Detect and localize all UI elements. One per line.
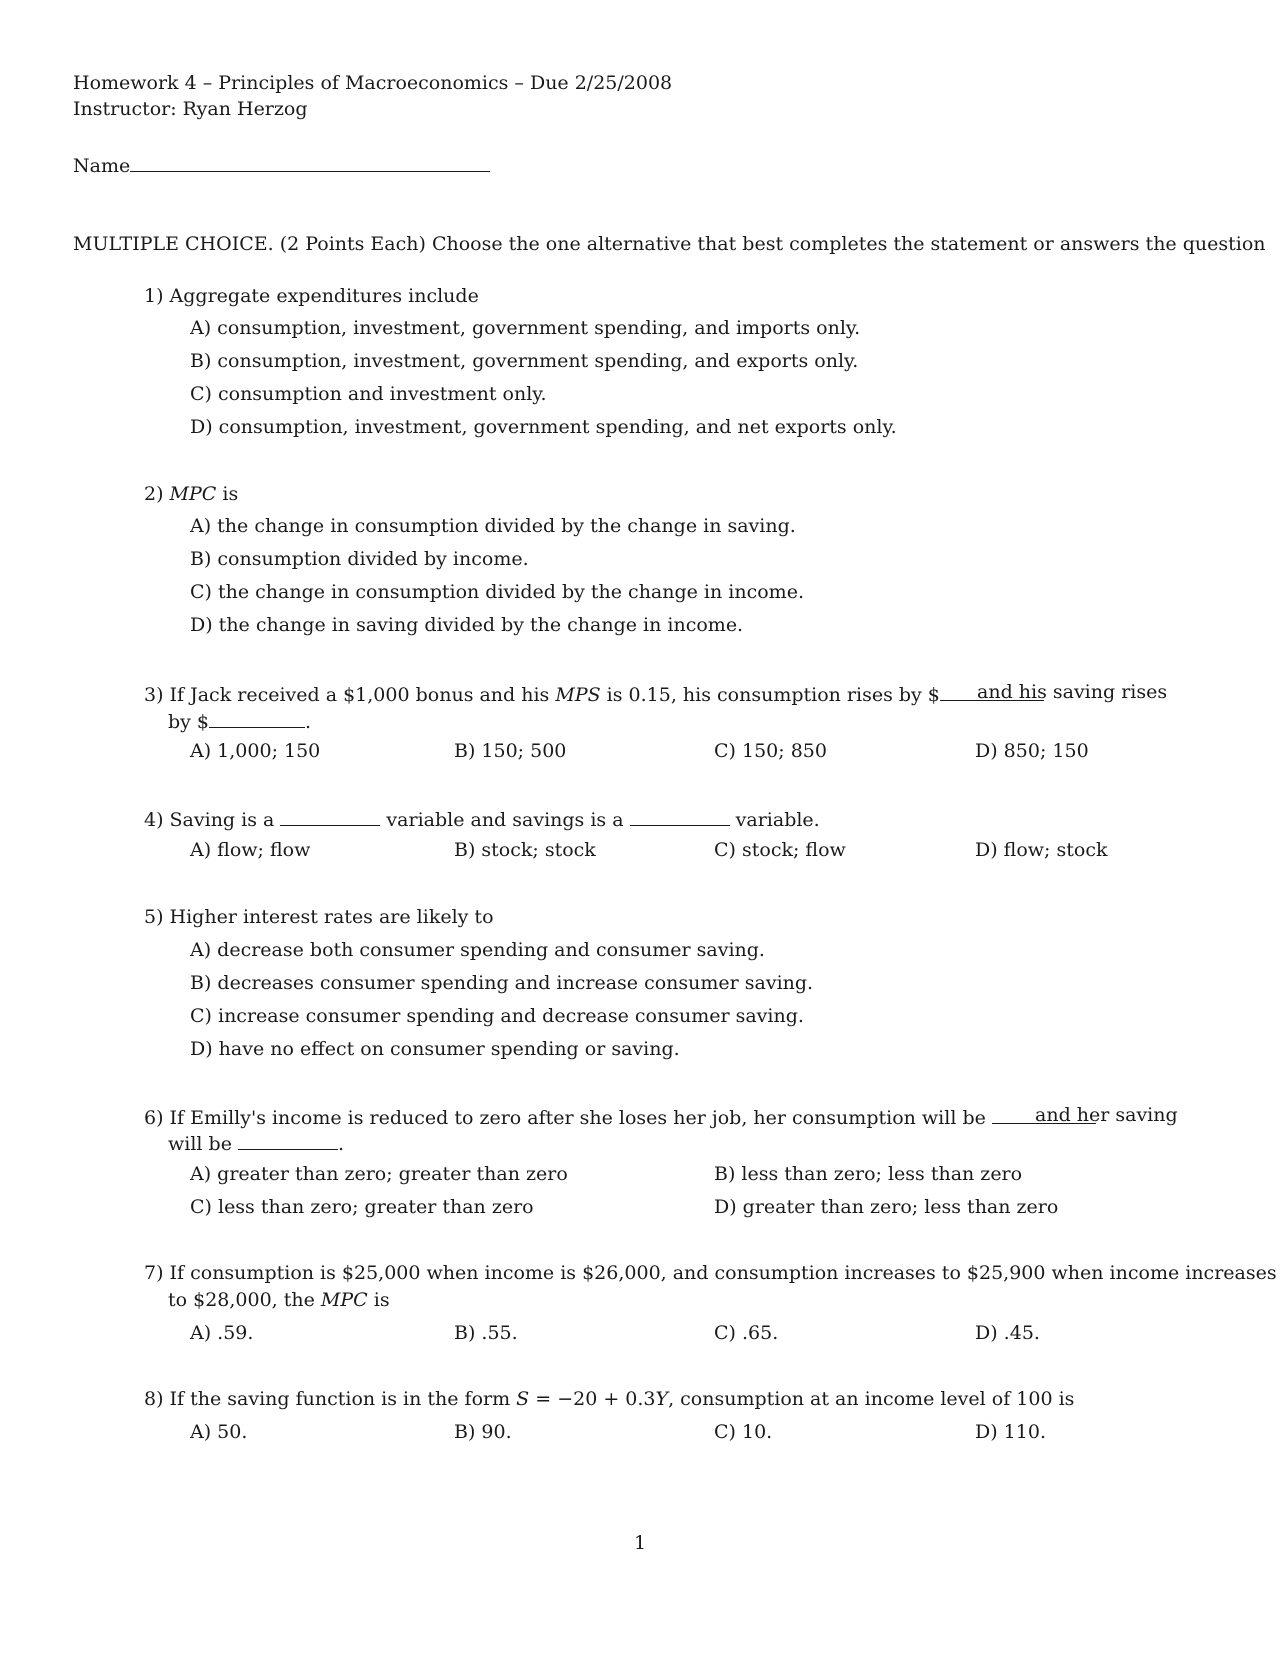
stem-text: 4) Saving is a <box>144 809 275 831</box>
stem-text: 8) If the saving function is in the form <box>144 1388 517 1410</box>
question-2-option-d: D) the change in saving divided by the change in income. <box>190 614 744 636</box>
stem-text: is 0.15, his consumption rises by $ <box>600 684 940 706</box>
question-7-stem-line2 <box>168 1289 390 1312</box>
page-number: 1 <box>633 1532 647 1554</box>
question-2-option-a: A) the change in consumption divided by the change in saving. <box>190 515 796 537</box>
question-5-option-a: A) decrease both consumer spending and consumer saving. <box>190 939 765 961</box>
question-4-option-b: B) stock; stock <box>454 839 596 861</box>
question-3-option-d: D) 850; 150 <box>975 740 1089 762</box>
question-1-stem: 1) Aggregate expenditures include <box>144 285 479 307</box>
stem-text: 3) If Jack received a $1,000 bonus and his <box>144 684 556 706</box>
answer-blank <box>630 806 730 826</box>
question-3-option-a: A) 1,000; 150 <box>190 740 321 762</box>
question-7-option-d: D) .45. <box>975 1322 1040 1344</box>
question-6-option-a: A) greater than zero; greater than zero <box>190 1163 568 1185</box>
question-2-stem <box>144 483 238 506</box>
question-8-option-d: D) 110. <box>975 1421 1046 1443</box>
question-4-option-d: D) flow; stock <box>975 839 1108 861</box>
stem-text: . <box>338 1133 345 1155</box>
stem-italic: S <box>516 1388 530 1410</box>
question-6-option-c: C) less than zero; greater than zero <box>190 1196 534 1218</box>
stem-text: = −20 + 0.3 <box>529 1388 656 1410</box>
question-1-option-d: D) consumption, investment, government spending, and net exports only. <box>190 416 897 438</box>
question-3-option-b: B) 150; 500 <box>454 740 567 762</box>
stem-italic: MPC <box>169 483 217 505</box>
question-8-option-c: C) 10. <box>714 1421 773 1443</box>
question-5-stem: 5) Higher interest rates are likely to <box>144 906 494 928</box>
question-5-option-d: D) have no effect on consumer spending or saving. <box>190 1038 680 1060</box>
question-2-option-c: C) the change in consumption divided by the change in income. <box>190 581 804 603</box>
stem-text: . <box>305 711 312 733</box>
instructor-line: Instructor: Ryan Herzog <box>73 98 308 120</box>
name-field <box>73 152 490 178</box>
question-7-stem: 7) If consumption is $25,000 when income is $26,000, and consumption increases to $25,900 when income increases <box>144 1262 1277 1284</box>
stem-text: by $ <box>168 711 210 733</box>
question-4-stem <box>144 806 820 832</box>
stem-text: 6) If Emilly's income is reduced to zero after she loses her job, her consumption will be <box>144 1107 986 1129</box>
question-6-option-d: D) greater than zero; less than zero <box>714 1196 1059 1218</box>
question-3-stem <box>144 681 1044 707</box>
question-8-option-a: A) 50. <box>190 1421 248 1443</box>
question-6-stem <box>144 1104 1096 1130</box>
name-label: Name <box>73 155 131 177</box>
question-1-option-c: C) consumption and investment only. <box>190 383 547 405</box>
stem-italic: Y <box>655 1388 669 1410</box>
answer-blank <box>209 708 305 728</box>
instructions: MULTIPLE CHOICE. (2 Points Each) Choose the one alternative that best completes the statement or answers the question <box>73 233 1266 255</box>
question-7-option-b: B) .55. <box>454 1322 518 1344</box>
question-8-stem <box>144 1388 1074 1411</box>
stem-text: 2) <box>144 483 170 505</box>
answer-blank <box>238 1130 338 1150</box>
question-2-option-b: B) consumption divided by income. <box>190 548 529 570</box>
question-3-stem-end: and his saving rises <box>977 681 1168 703</box>
stem-text: will be <box>168 1133 232 1155</box>
question-8-option-b: B) 90. <box>454 1421 512 1443</box>
question-1-option-b: B) consumption, investment, government spending, and exports only. <box>190 350 859 372</box>
stem-italic: MPS <box>555 684 601 706</box>
question-5-option-c: C) increase consumer spending and decrease consumer saving. <box>190 1005 804 1027</box>
question-6-option-b: B) less than zero; less than zero <box>714 1163 1023 1185</box>
answer-blank <box>280 806 380 826</box>
stem-text: is <box>216 483 239 505</box>
name-blank <box>130 152 490 172</box>
question-6-stem-end: and her saving <box>1035 1104 1178 1126</box>
question-6-stem-line2 <box>168 1130 344 1156</box>
question-4-option-c: C) stock; flow <box>714 839 846 861</box>
homework-title: Homework 4 – Principles of Macroeconomics – Due 2/25/2008 <box>73 72 673 94</box>
stem-text: is <box>367 1289 390 1311</box>
stem-text: , consumption at an income level of 100 is <box>668 1388 1075 1410</box>
question-1-option-a: A) consumption, investment, government spending, and imports only. <box>190 317 861 339</box>
stem-text: variable and savings is a <box>386 809 624 831</box>
stem-italic: MPC <box>320 1289 368 1311</box>
question-7-option-a: A) .59. <box>190 1322 254 1344</box>
question-3-stem-line2 <box>168 708 311 734</box>
question-5-option-b: B) decreases consumer spending and increase consumer saving. <box>190 972 814 994</box>
question-3-option-c: C) 150; 850 <box>714 740 827 762</box>
question-4-option-a: A) flow; flow <box>190 839 311 861</box>
stem-text: to $28,000, the <box>168 1289 321 1311</box>
stem-text: variable. <box>735 809 820 831</box>
question-7-option-c: C) .65. <box>714 1322 779 1344</box>
